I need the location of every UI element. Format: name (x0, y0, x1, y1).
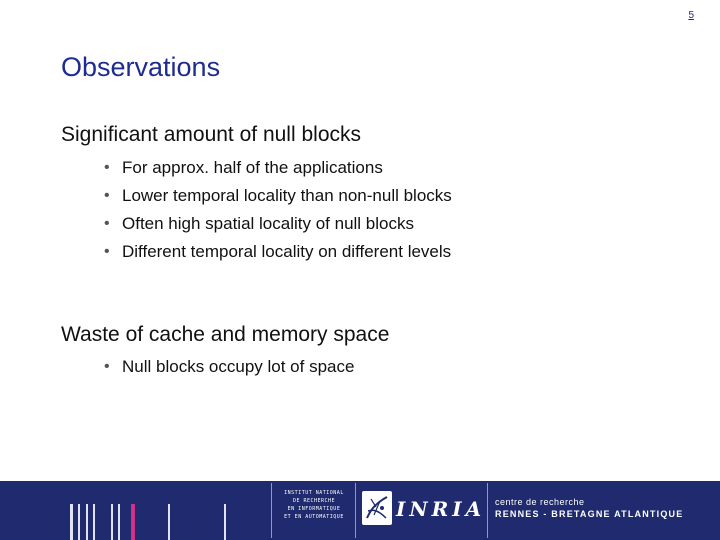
inria-wordmark: INRIA (396, 497, 486, 521)
bullet-text: For approx. half of the applications (122, 158, 383, 177)
section-heading-waste: Waste of cache and memory space (61, 323, 390, 346)
inria-logo (362, 491, 484, 531)
institute-name (278, 489, 350, 521)
separator (355, 483, 356, 538)
footer-line (70, 504, 73, 540)
bullet-dot-icon: • (104, 159, 110, 176)
bullet-list-null-blocks (104, 154, 452, 266)
list-item (104, 353, 354, 381)
separator (487, 483, 488, 538)
list-item (104, 154, 452, 182)
footer-line (86, 504, 88, 540)
footer-line (93, 504, 95, 540)
list-item (104, 238, 452, 266)
list-item (104, 182, 452, 210)
footer-line (224, 504, 226, 540)
bullet-text: Often high spatial locality of null blocks (122, 214, 414, 233)
institute-line: DE RECHERCHE (292, 498, 336, 504)
bullet-dot-icon: • (104, 187, 110, 204)
footer-line (168, 504, 170, 540)
section-heading-null-blocks: Significant amount of null blocks (61, 123, 361, 146)
institute-line: ET EN AUTOMATIQUE (284, 514, 344, 520)
footer-line (78, 504, 80, 540)
center-name: RENNES - BRETAGNE ATLANTIQUE (495, 509, 684, 519)
bullet-dot-icon: • (104, 358, 110, 375)
center-caption: centre de recherche (495, 497, 585, 507)
list-item (104, 210, 452, 238)
bullet-text: Null blocks occupy lot of space (122, 357, 355, 376)
bullet-text: Different temporal locality on different levels (122, 242, 452, 261)
page-number[interactable]: 5 (688, 10, 694, 21)
institute-line: EN INFORMATIQUE (287, 506, 341, 512)
institute-line: INSTITUT NATIONAL (284, 490, 344, 496)
footer-line (111, 504, 113, 540)
bullet-list-waste (104, 353, 354, 381)
bullet-dot-icon: • (104, 215, 110, 232)
footer-line (118, 504, 120, 540)
inria-emblem-icon (362, 491, 392, 525)
bullet-dot-icon: • (104, 243, 110, 260)
slide-title: Observations (61, 52, 221, 82)
separator (271, 483, 272, 538)
bullet-text: Lower temporal locality than non-null blocks (122, 186, 452, 205)
footer-band (0, 481, 720, 540)
footer-line-accent (131, 504, 135, 540)
